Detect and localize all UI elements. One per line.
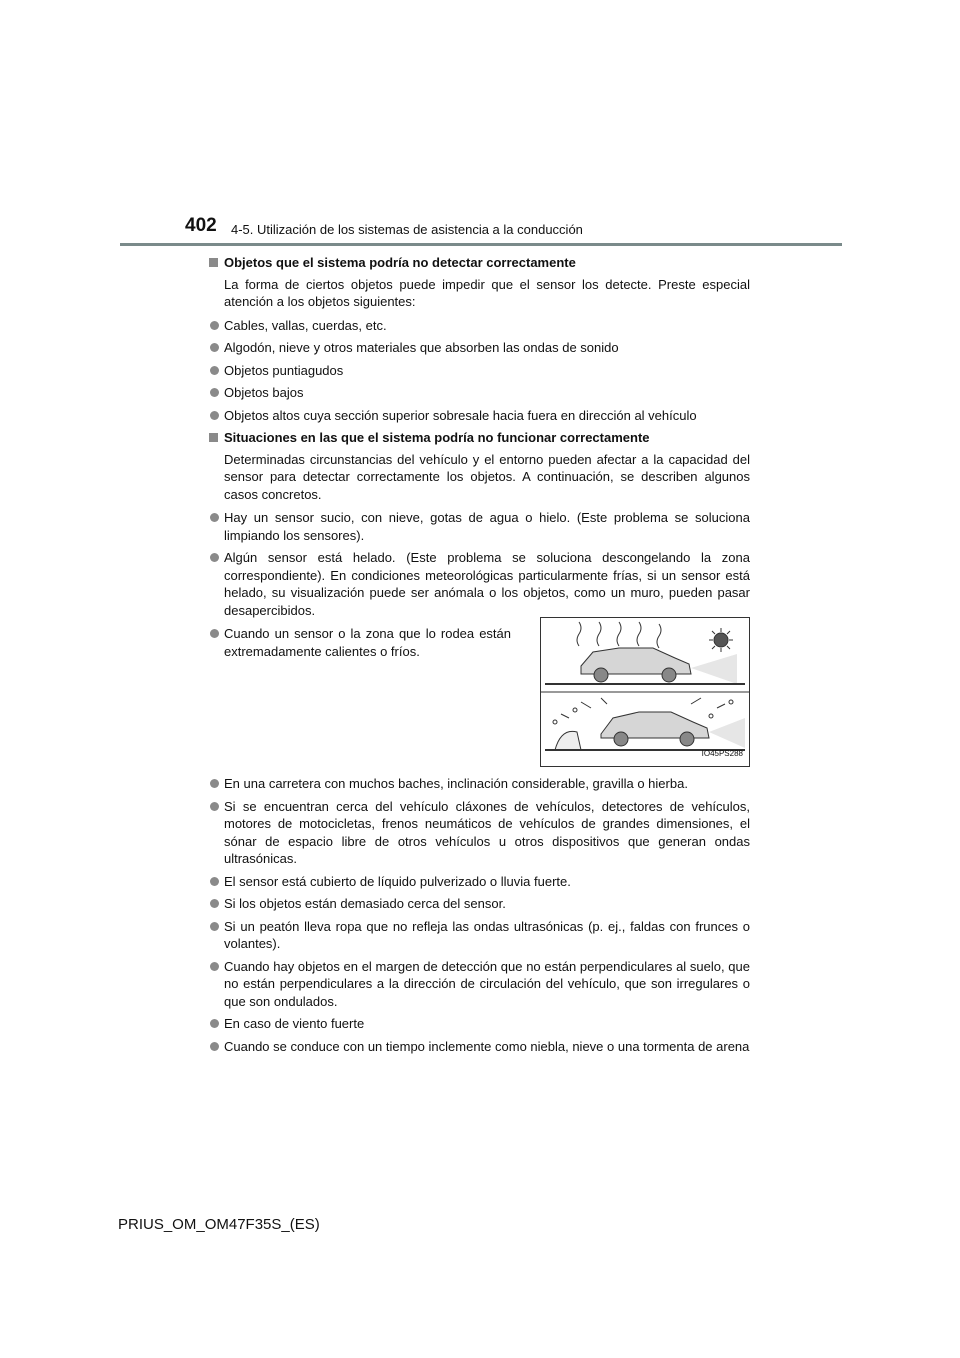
figure-code: IO45PS288 (701, 748, 743, 758)
list-item (209, 895, 750, 913)
list-item (209, 873, 750, 891)
list-item-text: Algún sensor está helado. (Este problema se soluciona descongelando la zona correspondiente). En condiciones meteorológicas particularmente frías, si un sensor está helado, su visualización puede ser anómala o los objetos, como un muro, pueden pasar desapercibidos. (224, 550, 750, 618)
list-item (209, 775, 750, 793)
list-item-text: Cuando un sensor o la zona que lo rodea están extremadamente calientes o fríos. (224, 626, 511, 659)
list-item (209, 1015, 750, 1033)
running-title: 4-5. Utilización de los sistemas de asistencia a la conducción (231, 222, 583, 237)
list-item-text: Objetos bajos (224, 385, 304, 400)
hot-scene (545, 622, 745, 684)
header-rule (120, 243, 842, 246)
list-item (209, 625, 511, 762)
list-item (209, 918, 750, 953)
list-item-text: Si se encuentran cerca del vehículo cláxones de vehículos, detectores de vehículos, motores de motocicletas, frenos neumáticos de vehículos de grandes dimensiones, el sónar de espacio libre de otros vehículos u otros dispositivos que generan ondas ultrasónicas. (224, 798, 750, 866)
list-item (209, 384, 750, 402)
circle-bullet-icon (210, 922, 219, 931)
circle-bullet-icon (210, 513, 219, 522)
circle-bullet-icon (210, 553, 219, 562)
cold-scene (545, 698, 745, 750)
list-item (209, 339, 750, 357)
temperature-illustration (540, 617, 750, 767)
list-item (209, 407, 750, 425)
section-intro: Determinadas circunstancias del vehículo y el entorno pueden afectar a la capacidad del sensor para detectar correctamente los objetos. A continuación, se describen algunos casos concretos. (224, 451, 750, 502)
section-intro: La forma de ciertos objetos puede impedir que el sensor los detecte. Preste especial atención a los objetos siguientes: (224, 276, 750, 309)
list-item (209, 509, 750, 544)
figure-row (209, 625, 750, 767)
list-item (209, 317, 750, 335)
circle-bullet-icon (210, 802, 219, 811)
list-item (209, 362, 750, 380)
document-id: PRIUS_OM_OM47F35S_(ES) (118, 1216, 320, 1233)
circle-bullet-icon (210, 321, 219, 330)
circle-bullet-icon (210, 629, 219, 638)
list-item-text: Hay un sensor sucio, con nieve, gotas de agua o hielo. (Este problema se soluciona limpiando los sensores). (224, 510, 750, 543)
list-item (209, 798, 750, 868)
square-bullet-icon (209, 258, 218, 267)
list-item-text: Objetos altos cuya sección superior sobresale hacia fuera en dirección al vehículo (224, 407, 697, 423)
section-heading (209, 254, 750, 272)
heading-text: Situaciones en las que el sistema podría no funcionar correctamente (224, 430, 650, 445)
circle-bullet-icon (210, 899, 219, 908)
list-item-text: Objetos puntiagudos (224, 362, 344, 378)
circle-bullet-icon (210, 1019, 219, 1028)
circle-bullet-icon (210, 1042, 219, 1051)
circle-bullet-icon (210, 779, 219, 788)
section-heading (209, 429, 750, 447)
list-item (209, 1038, 750, 1056)
list-item-text: El sensor está cubierto de líquido pulverizado o lluvia fuerte. (224, 873, 571, 889)
list-item (209, 549, 750, 619)
page-content (209, 254, 750, 1060)
list-item-text: Cuando hay objetos en el margen de detección que no están perpendiculares al suelo, que no están perpendiculares a la dirección de circulación del vehículo, que son irregulares o que son ondulados. (224, 958, 750, 1009)
list-item-text: Si un peatón lleva ropa que no refleja las ondas ultrasónicas (p. ej., faldas con frunces o volantes). (224, 918, 750, 951)
list-item-text: Algodón, nieve y otros materiales que absorben las ondas de sonido (224, 340, 619, 355)
list-item-text: Cuando se conduce con un tiempo inclemente como niebla, nieve o una tormenta de arena (224, 1038, 750, 1054)
circle-bullet-icon (210, 366, 219, 375)
page-number: 402 (185, 215, 217, 236)
circle-bullet-icon (210, 388, 219, 397)
list-item-text: Cables, vallas, cuerdas, etc. (224, 317, 387, 333)
heading-text: Objetos que el sistema podría no detectar correctamente (224, 255, 576, 270)
list-item-text: En una carretera con muchos baches, inclinación considerable, gravilla o hierba. (224, 776, 688, 791)
circle-bullet-icon (210, 343, 219, 352)
circle-bullet-icon (210, 962, 219, 971)
circle-bullet-icon (210, 877, 219, 886)
square-bullet-icon (209, 433, 218, 442)
list-item (209, 958, 750, 1011)
circle-bullet-icon (210, 411, 219, 420)
list-item-text: En caso de viento fuerte (224, 1016, 365, 1031)
list-item-text: Si los objetos están demasiado cerca del sensor. (224, 896, 506, 911)
